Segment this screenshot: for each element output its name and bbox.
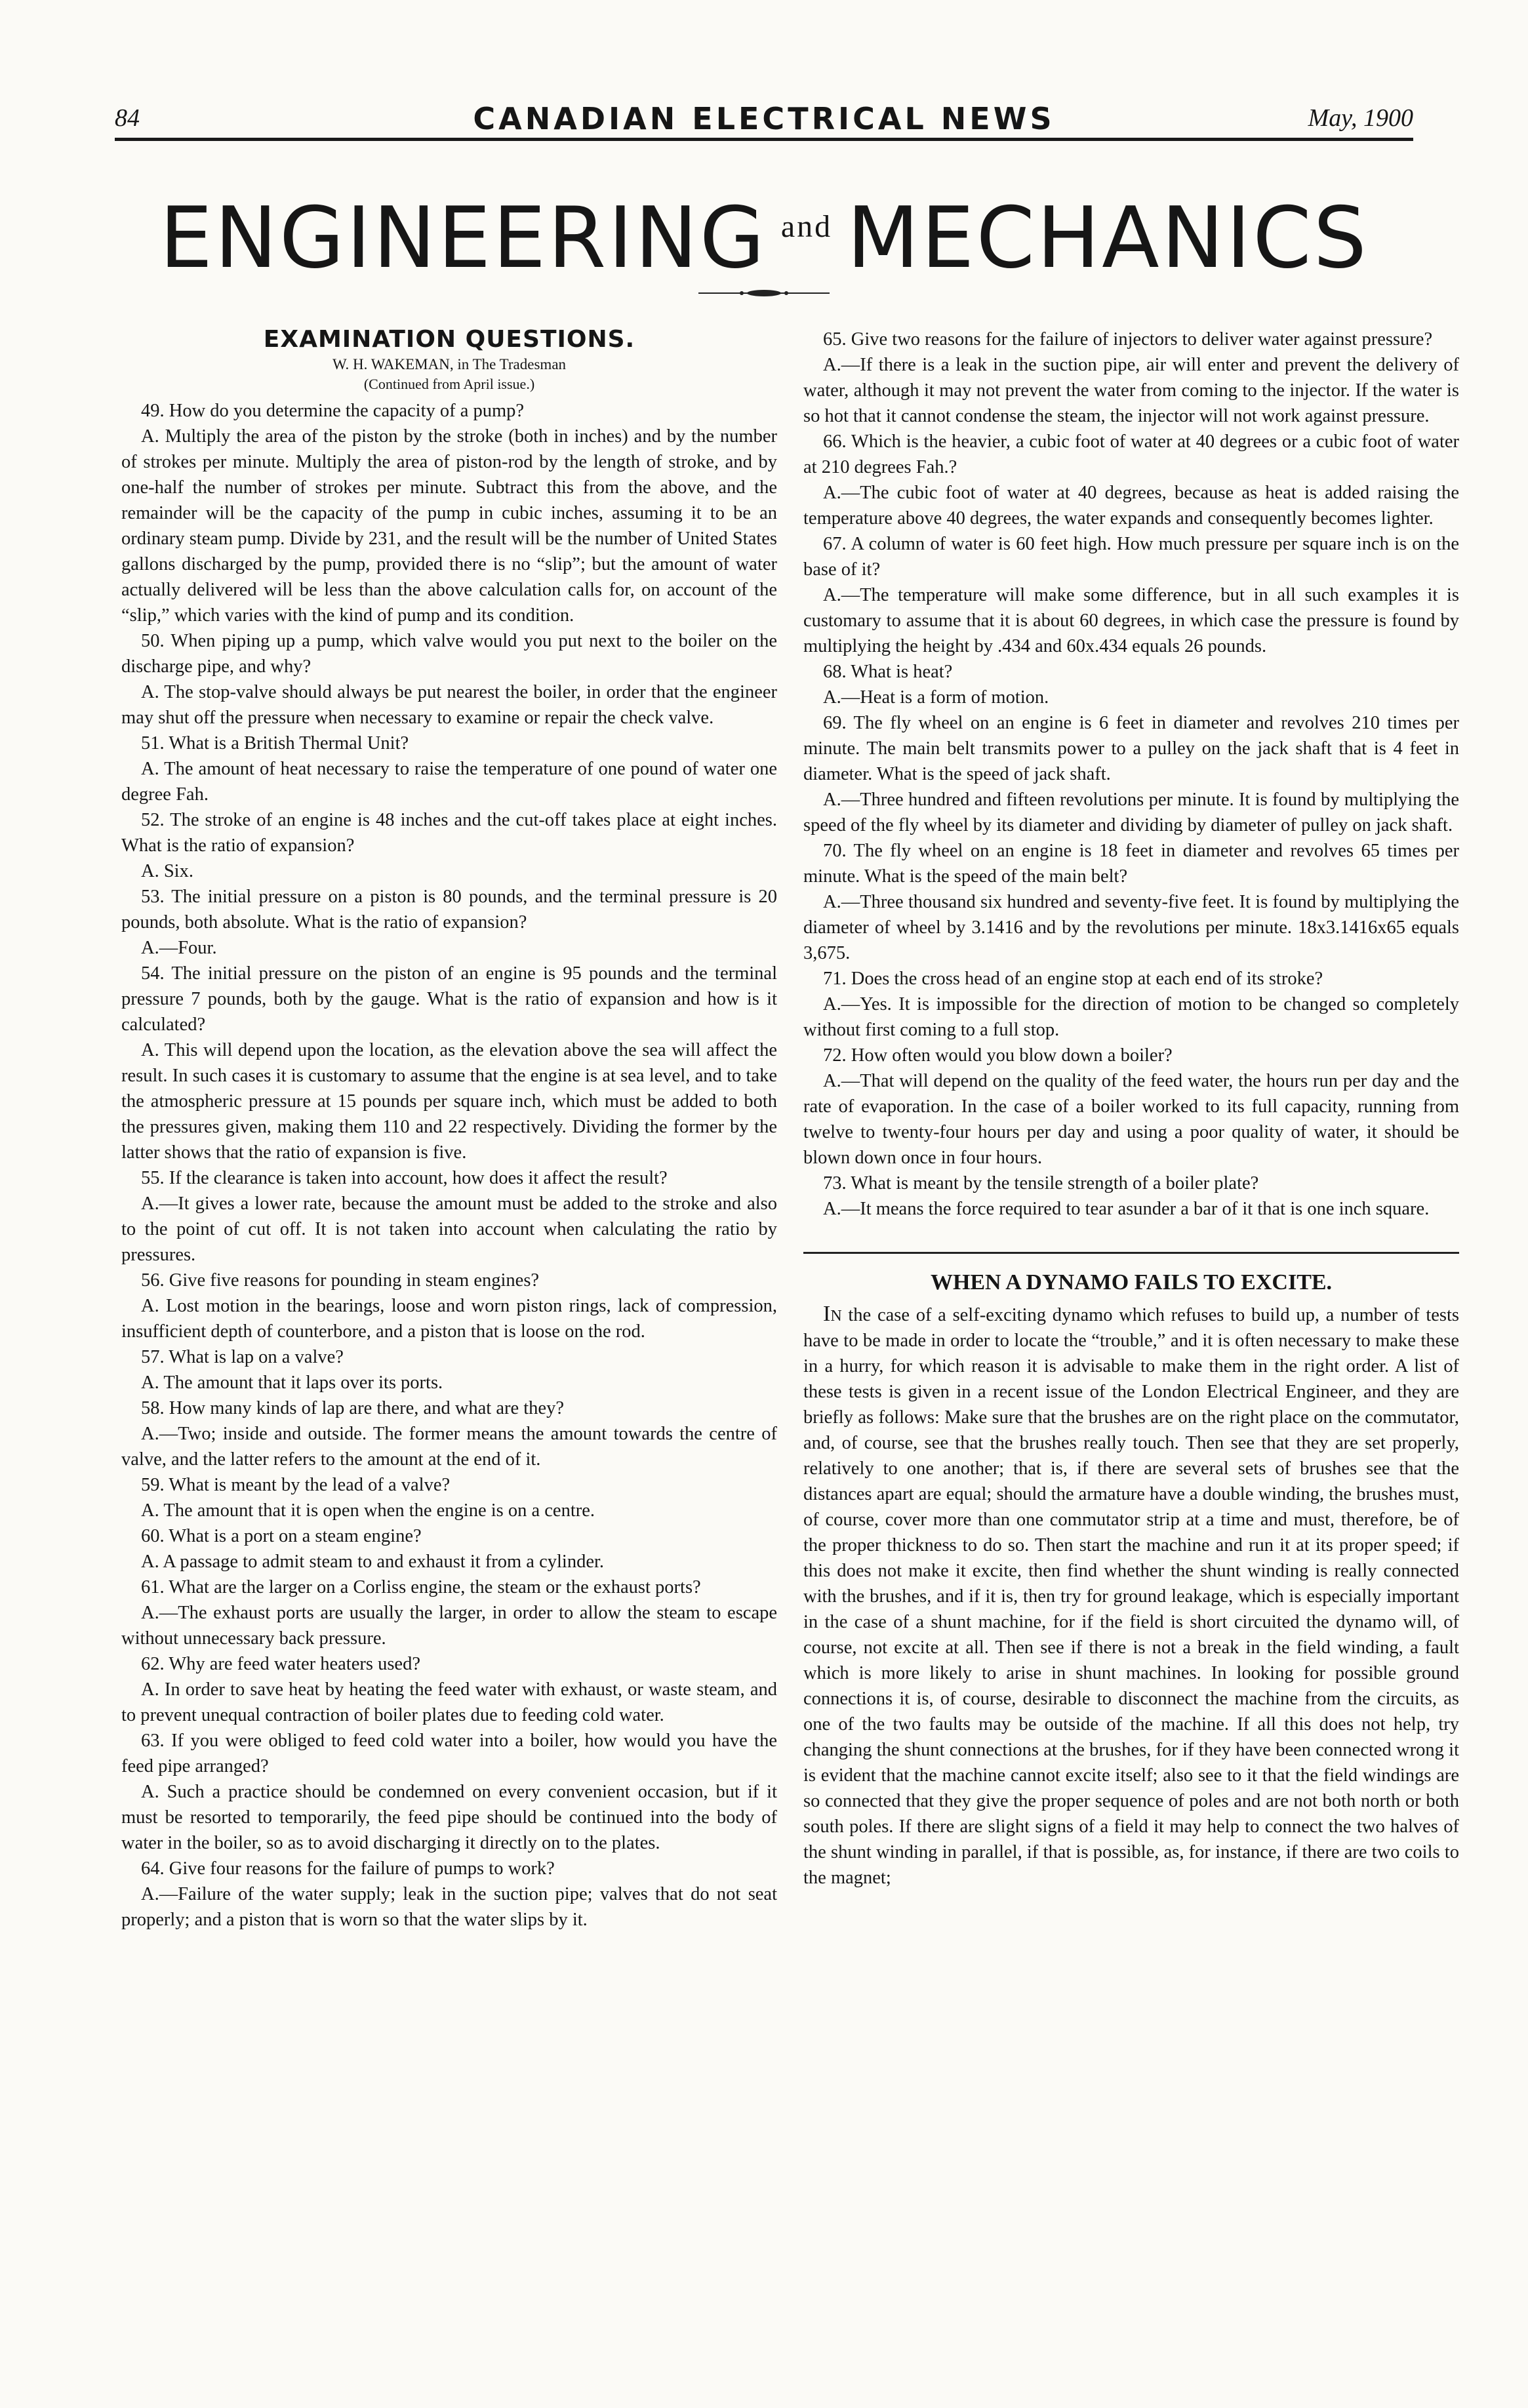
section-title-left: ENGINEERING — [159, 190, 767, 287]
question-paragraph: 50. When piping up a pump, which valve would you put next to the boiler on the discharge pipe, and why? — [121, 631, 777, 677]
question-paragraph: 72. How often would you blow down a boiler? — [823, 1045, 1173, 1066]
answer-paragraph: A.—It gives a lower rate, because the amount must be added to the stroke and also to the point of cut off. It is not taken into account when calculating the ratio by pressures. — [121, 1194, 777, 1265]
ornament-divider — [698, 289, 830, 298]
answer-paragraph: A.—Yes. It is impossible for the direction of motion to be changed so completely without first coming to a full stop. — [803, 994, 1459, 1040]
question-paragraph: 71. Does the cross head of an engine stop at each end of its stroke? — [823, 969, 1323, 989]
answer-paragraph: A. In order to save heat by heating the feed water with exhaust, or waste steam, and to prevent unequal contraction of boiler plates due to feeding cold water. — [121, 1679, 777, 1725]
question-paragraph: 51. What is a British Thermal Unit? — [141, 733, 409, 753]
publication-name: CANADIAN ELECTRICAL NEWS — [473, 101, 1055, 136]
question-paragraph: 65. Give two reasons for the failure of injectors to deliver water against pressure? — [823, 329, 1433, 350]
answer-paragraph: A. A passage to admit steam to and exhaust it from a cylinder. — [141, 1552, 605, 1572]
answer-paragraph: A. This will depend upon the location, as the elevation above the sea will affect the result. In such cases it is customary to assume that the engine is at sea level, and to take the atmospheric pressure at 15 pounds per square inch, which must be added to both the pressures given, making them 110 and 22 respectively. Dividing the former by the latter shows that the ratio of expansion is five. — [121, 1040, 777, 1163]
question-paragraph: 58. How many kinds of lap are there, and what are they? — [141, 1398, 564, 1418]
answer-paragraph: A.—The exhaust ports are usually the larger, in order to allow the steam to escape without unnecessary back pressure. — [121, 1603, 777, 1649]
question-paragraph: 64. Give four reasons for the failure of pumps to work? — [141, 1858, 555, 1879]
dynamo-article-title: WHEN A DYNAMO FAILS TO EXCITE. — [930, 1270, 1333, 1294]
answer-paragraph: A.—Three thousand six hundred and seventy-five feet. It is found by multiplying the diameter of wheel by 3.1416 and by the revolutions per minute. 18x3.1416x65 equals 3,675. — [803, 892, 1459, 963]
question-paragraph: 69. The fly wheel on an engine is 6 feet in diameter and revolves 210 times per minute. The main belt transmits power to a pulley on the jack shaft that is 4 feet in diameter. What is the speed of jack shaft. — [803, 713, 1459, 784]
answer-paragraph: A.—Four. — [141, 938, 217, 958]
answer-paragraph: A.—If there is a leak in the suction pipe, air will enter and prevent the delivery of water, although it may not prevent the water from coming to the injector. If the water is so hot that it cannot condense the steam, the injector will not work against pressure. — [803, 355, 1459, 426]
answer-paragraph: A. The stop-valve should always be put nearest the boiler, in order that the engineer may shut off the pressure when necessary to examine or repair the check valve. — [121, 682, 777, 728]
answer-paragraph: A. Multiply the area of the piston by the stroke (both in inches) and by the number of strokes per minute. Multiply the area of piston-rod by the length of stroke, and by one-half the number of strokes per minute. Subtract this from the above, and the remainder will be the capacity of the pump in cubic inches, assuming it to be an ordinary steam pump. Divide by 231, and the result will be the number of United States gallons discharged by the pump, provided there is no “slip”; but the amount of water actually delivered will be less than the above calculation calls for, on account of the “slip,” which varies with the kind of pump and its condition. — [121, 426, 777, 626]
dynamo-article-body — [803, 1301, 1459, 1891]
question-paragraph: 73. What is meant by the tensile strength of a boiler plate? — [823, 1173, 1259, 1194]
question-paragraph: 63. If you were obliged to feed cold water into a boiler, how would you have the feed pipe arranged? — [121, 1731, 777, 1776]
question-paragraph: 57. What is lap on a valve? — [141, 1347, 344, 1367]
question-paragraph: 67. A column of water is 60 feet high. How much pressure per square inch is on the base of it? — [803, 534, 1459, 580]
answer-paragraph: A. The amount that it is open when the engine is on a centre. — [141, 1500, 595, 1521]
question-paragraph: 52. The stroke of an engine is 48 inches and the cut-off takes place at eight inches. What is the ratio of expansion? — [121, 810, 777, 856]
question-paragraph: 60. What is a port on a steam engine? — [141, 1526, 422, 1546]
answer-paragraph: A. Such a practice should be condemned on every convenient occasion, but if it must be resorted to temporarily, the feed pipe should be continued into the body of water in the boiler, so as to avoid discharging it directly on to the plates. — [121, 1782, 777, 1853]
question-paragraph: 55. If the clearance is taken into account, how does it affect the result? — [141, 1168, 668, 1188]
question-paragraph: 56. Give five reasons for pounding in steam engines? — [141, 1270, 540, 1291]
right-column — [803, 327, 1459, 1891]
question-paragraph: 59. What is meant by the lead of a valve? — [141, 1475, 451, 1495]
article-title: EXAMINATION QUESTIONS. — [263, 326, 635, 353]
section-title — [115, 190, 1413, 287]
answer-paragraph: A.—That will depend on the quality of the feed water, the hours run per day and the rate of evaporation. In the case of a boiler worked to its full capacity, running from twelve to twenty-four hours per day and using a poor quality of water, it should be blown down once in four hours. — [803, 1071, 1459, 1168]
article-continued-note: (Continued from April issue.) — [363, 376, 535, 392]
answer-paragraph: A.—Heat is a form of motion. — [823, 687, 1049, 708]
answer-paragraph: A.—Two; inside and outside. The former means the amount towards the centre of valve, and the latter refers to the amount at the end of it. — [121, 1424, 777, 1470]
answer-paragraph: A.—Failure of the water supply; leak in the suction pipe; valves that do not seat properly; and a piston that is worn so that the water slips by it. — [121, 1884, 777, 1930]
question-paragraph: 66. Which is the heavier, a cubic foot of water at 40 degrees or a cubic foot of water at 210 degrees Fah.? — [803, 431, 1459, 477]
qa-list-right — [803, 327, 1459, 1222]
answer-paragraph: A.—Three hundred and fifteen revolutions per minute. It is found by multiplying the speed of the fly wheel by its diameter and dividing by diameter of pulley on jack shaft. — [803, 790, 1459, 835]
article-byline: W. H. WAKEMAN, in The Tradesman — [332, 356, 567, 372]
answer-paragraph: A.—The temperature will make some difference, but in all such examples it is customary to assume that it is about 60 degrees, in which case the pressure is found by multiplying the height by .434 and 60x.434 equals 26 pounds. — [803, 585, 1459, 656]
question-paragraph: 53. The initial pressure on a piston is 80 pounds, and the terminal pressure is 20 pounds, both absolute. What is the ratio of expansion? — [121, 887, 777, 933]
answer-paragraph: A. The amount of heat necessary to raise the temperature of one pound of water one degree Fah. — [121, 759, 777, 805]
answer-paragraph: A.—The cubic foot of water at 40 degrees, because as heat is added raising the temperature above 40 degrees, the water expands and consequently becomes lighter. — [803, 483, 1459, 529]
question-paragraph: 49. How do you determine the capacity of a pump? — [141, 401, 525, 421]
left-column — [121, 327, 777, 1933]
issue-date: May, 1900 — [1308, 104, 1413, 132]
answer-paragraph: A.—It means the force required to tear asunder a bar of it that is one inch square. — [823, 1199, 1430, 1219]
answer-paragraph: A. Six. — [141, 861, 193, 881]
answer-paragraph: A. The amount that it laps over its ports. — [141, 1373, 443, 1393]
question-paragraph: 61. What are the larger on a Corliss engine, the steam or the exhaust ports? — [141, 1577, 701, 1597]
running-head — [115, 98, 1413, 141]
dynamo-body-text: the case of a self-exciting dynamo which refuses to build up, a number of tests have to be made in order to locate the “trouble,” and it is often necessary to make these in a hurry, for which reason it is advisable to make them in the right order. A list of these tests is given in a recent issue of the London Electrical Engineer, and they are briefly as follows: Make sure that the brushes are on the right place on the commutator, and, of course, see that the brushes really touch. Then see that they are set properly, relatively to one another; that is, if there are several sets of brushes see that the distances apart are equal; should the armature have a double winding, the brushes must, of course, cover more than one commutator strip at a time and must, therefore, be of the proper thickness to do so. Then start the machine and run it at its proper speed; if this does not make it excite, then find whether the shunt winding is really connected with the brushes, and if it is, then try for ground leakage, which is especially important in the case of a shunt machine, for if the field is short circuited the dynamo will, of course, not excite at all. Then see if there is not a break in the field winding, a fault which is more likely to arise in shunt machines. In looking for possible ground connections it is, of course, desirable to disconnect the machine from the circuits, as one of the two faults may be outside of the machine. If all this does not help, try changing the shunt connections at the brushes, for if they have been connected wrong it is evident that the machine cannot excite itself; also see to it that the field windings are so connected that they give the proper sequence of poles and are not both north or both south poles. If there are slight signs of a field it may help to connect the two halves of the shunt winding in parallel, if that is possible, as, for instance, if there are two coils to the magnet; — [803, 1305, 1459, 1888]
article-divider — [803, 1252, 1459, 1254]
question-paragraph: 70. The fly wheel on an engine is 18 feet in diameter and revolves 65 times per minute. What is the speed of the main belt? — [803, 841, 1459, 887]
section-title-and: and — [780, 209, 833, 244]
qa-list-left — [121, 398, 777, 1933]
dropcap-word: In — [823, 1302, 842, 1326]
question-paragraph: 62. Why are feed water heaters used? — [141, 1654, 420, 1674]
question-paragraph: 54. The initial pressure on the piston of an engine is 95 pounds and the terminal pressure 7 pounds, both by the gauge. What is the ratio of expansion and how is it calculated? — [121, 963, 777, 1035]
section-title-right: MECHANICS — [847, 190, 1369, 287]
answer-paragraph: A. Lost motion in the bearings, loose and worn piston rings, lack of compression, insufficient depth of counterbore, and a piston that is loose on the rod. — [121, 1296, 777, 1342]
question-paragraph: 68. What is heat? — [823, 662, 953, 682]
page-number: 84 — [115, 104, 140, 132]
